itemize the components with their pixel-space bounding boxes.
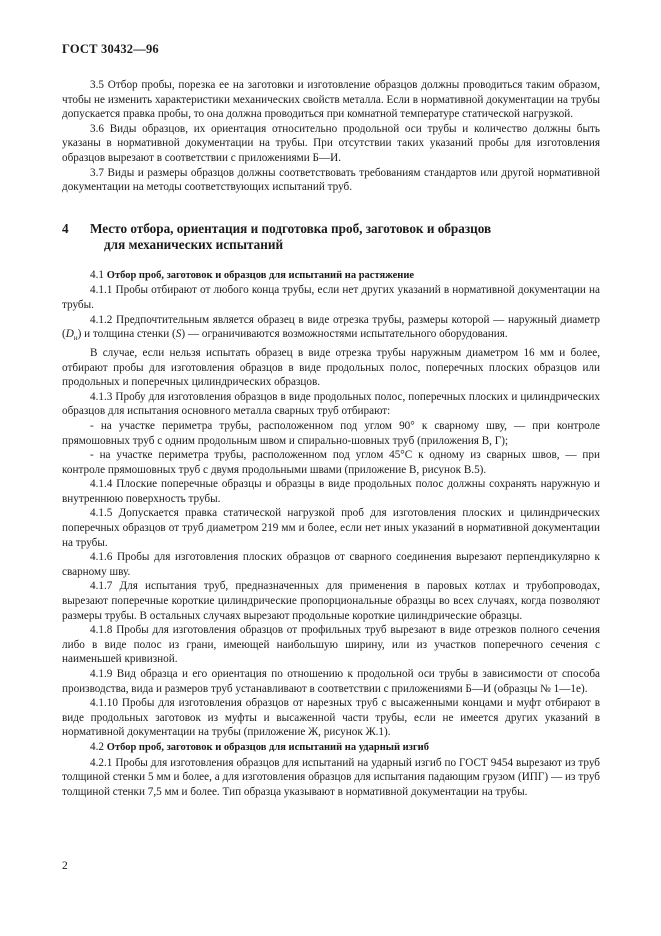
subsection-4-1-title: Отбор проб, заготовок и образцов для испытаний на растяжение (106, 269, 415, 281)
paragraph-4-1-5: 4.1.5 Допускается правка статической нагрузкой проб для изготовления плоских и цилиндрических поперечных образцов от труб диаметром 219 мм и более, если нет иных указаний в нормативной документации на трубы. (62, 507, 600, 549)
p412-part-a: 4.1.2 Предпочтительным является образец в виде отрезка трубы, размеры которой — наружный диаметр ( (62, 313, 600, 341)
subsection-4-1-heading (62, 268, 600, 284)
paragraph-4-1-3: 4.1.3 Пробу для изготовления образцов в виде продольных полос, поперечных плоских и цилиндрических образцов для испытания основного металла сварных труб отбирают: (62, 390, 600, 418)
paragraph-4-1-3-item1: - на участке периметра трубы, расположенном под углом 90° к сварному шву, — при контроле прямошовных труб с одним продольным швом и спирально-шовных труб (приложения В, Г); (62, 419, 600, 447)
thickness-symbol: S (175, 328, 182, 341)
paragraph-4-1-4: 4.1.4 Плоские поперечные образцы и образцы в виде продольных полос должны сохранять наружную и внутреннюю поверхность трубы. (62, 478, 600, 505)
paragraph-3-7: 3.7 Виды и размеры образцов должны соответствовать требованиям стандартов или другой нормативной документации на методы соответствующих испытаний труб. (62, 166, 600, 194)
subsection-4-1-number: 4.1 (90, 268, 104, 281)
document-body (62, 78, 600, 799)
paragraph-4-1-9: 4.1.9 Вид образца и его ориентация по отношению к продольной оси трубы в зависимости от способа производства, вида и размеров труб устанавливают в соответствии с приложениями Б—И (образцы № 1—1е). (62, 668, 600, 695)
subsection-4-2-heading (62, 740, 600, 756)
paragraph-4-2-1: 4.2.1 Пробы для изготовления образцов для испытаний на ударный изгиб по ГОСТ 9454 вырезают из труб толщиной стенки 5 мм и более, а для изготовления образцов для испытания падающим грузом (ИПГ) — из труб толщиной стенки 7,5 мм и более. Тип образца указывают в нормативной документации на трубы. (62, 756, 600, 798)
paragraph-4-1-7: 4.1.7 Для испытания труб, предназначенных для применения в паровых котлах и трубопроводах, вырезают поперечные короткие цилиндрические пропорциональные образцы во всех случаях, когда позволяют размеры трубы. В остальных случаях вырезают продольные короткие цилиндрические образцы. (62, 580, 600, 622)
section-4-title-line2: для механических испытаний (104, 237, 284, 253)
section-4-heading (62, 221, 600, 254)
paragraph-4-1-2-cont: В случае, если нельзя испытать образец в виде отрезка трубы наружным диаметром 16 мм и более, отбирают пробы для изготовления образцов в виде продольных полос, поперечных плоских образцов или продольных и поперечных цилиндрических образцов. (62, 346, 600, 389)
paragraph-3-5: 3.5 Отбор пробы, порезка ее на заготовки и изготовление образцов должны проводиться таким образом, чтобы не изменить характеристики механических свойств металла. Если в нормативной документации на трубы допускается правка пробы, то она должна проводиться при комнатной температуре статической нагрузкой. (62, 79, 600, 121)
diameter-symbol: D (65, 328, 74, 341)
page-number: 2 (62, 860, 68, 872)
document-header: ГОСТ 30432—96 (62, 42, 159, 56)
diameter-subscript: н (73, 334, 78, 343)
paragraph-4-1-2 (62, 313, 600, 346)
subsection-4-2-number: 4.2 (90, 740, 104, 753)
subsection-4-2-title: Отбор проб, заготовок и образцов для испытаний на ударный изгиб (106, 741, 429, 753)
section-4-number: 4 (62, 220, 69, 236)
paragraph-4-1-1: 4.1.1 Пробы отбирают от любого конца трубы, если нет других указаний в нормативной документации на трубы. (62, 284, 600, 311)
p412-part-b: ) и толщина стенки ( (77, 328, 176, 341)
paragraph-4-1-3-item2: - на участке периметра трубы, расположенном под углом 45°С к одному из сварных швов, — при контроле прямошовных труб с двумя продольными швами (приложение В, рисунок В.5). (62, 449, 600, 476)
paragraph-4-1-10: 4.1.10 Пробы для изготовления образцов от нарезных труб с высаженными концами и муфт отбирают в виде продольных заготовок из муфты и высаженной части трубы, если не имеется других указаний в нормативной документации на трубы (приложение Ж, рисунок Ж.1). (62, 697, 600, 739)
section-4-title-line1: Место отбора, ориентация и подготовка проб, заготовок и образцов (90, 220, 492, 236)
paragraph-4-1-8: 4.1.8 Пробы для изготовления образцов от профильных труб вырезают в виде отрезков полного сечения либо в виде полос из грани, имеющей наибольшую ширину, или из участков поперечного сечения с наименьшей кривизной. (62, 624, 600, 666)
paragraph-3-6: 3.6 Виды образцов, их ориентация относительно продольной оси трубы и количество должны быть указаны в нормативной документации на трубы. При отсутствии таких указаний пробы для изготовления образцов вырезают в соответствии с приложениями Б—И. (62, 122, 600, 164)
paragraph-4-1-6: 4.1.6 Пробы для изготовления плоских образцов от сварного соединения вырезают перпендикулярно к сварному шву. (62, 551, 600, 578)
p412-part-c: ) — ограничиваются возможностями испытательного оборудования. (181, 328, 508, 341)
